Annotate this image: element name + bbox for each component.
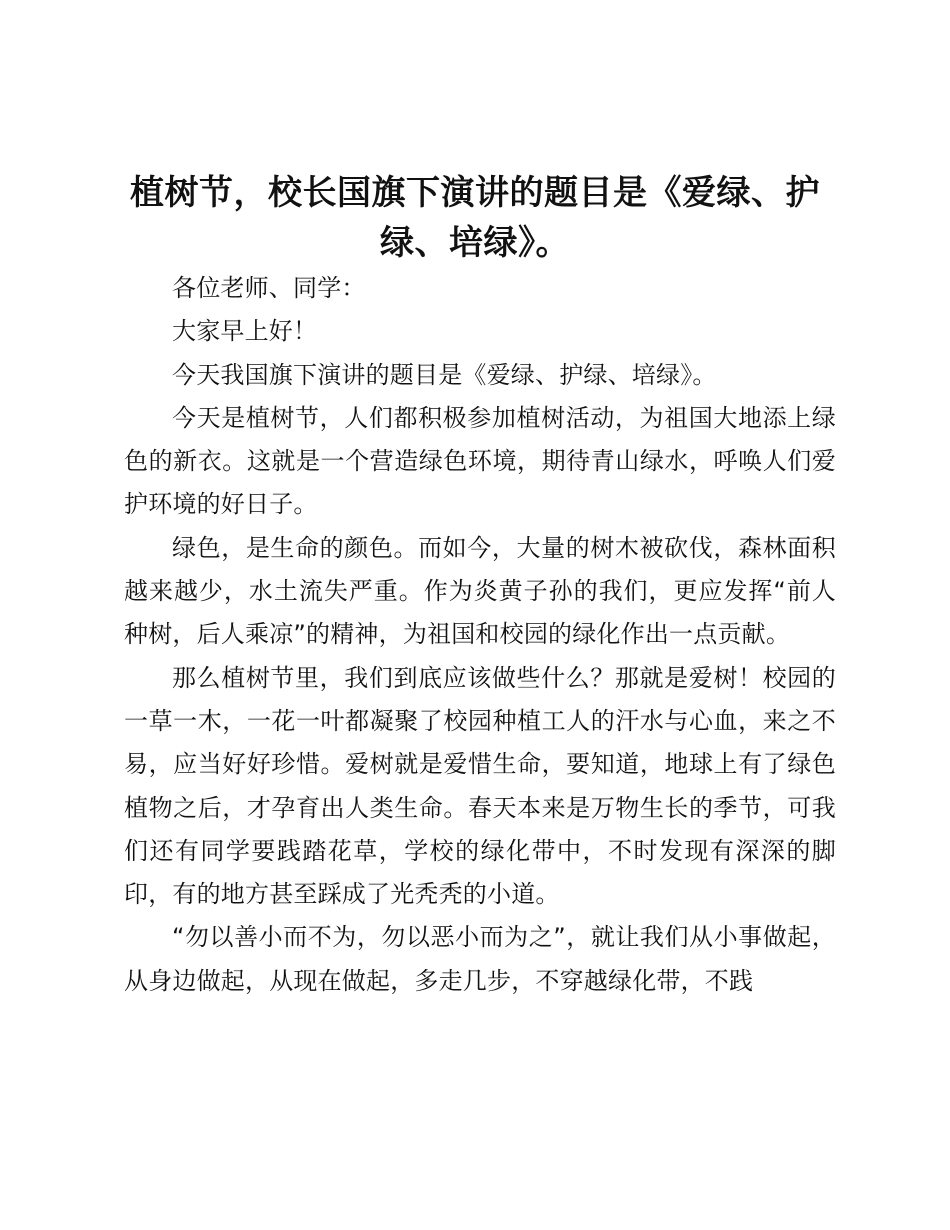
paragraph: 那么植树节里，我们到底应该做些什么？那就是爱树！校园的一草一木，一花一叶都凝聚了校园种植工人的汗水与心血，来之不易，应当好好珍惜。爱树就是爱惜生命，要知道，地球上有了绿色植物之后，才孕育出人类生命。春天本来是万物生长的季节，可我们还有同学要践踏花草，学校的绿化带中，不时发现有深深的脚印，有的地方甚至踩成了光秃秃的小道。	[124, 663, 836, 909]
paragraph: 今天我国旗下演讲的题目是《爱绿、护绿、培绿》。	[172, 360, 717, 389]
document-title: 植树节，校长国旗下演讲的题目是《爱绿、护绿、培绿》。	[130, 173, 820, 263]
document-body	[124, 267, 836, 1003]
paragraph: “勿以善小而不为，勿以恶小而为之”，就让我们从小事做起，从身边做起，从现在做起，多走几步，不穿越绿化带，不践	[124, 923, 836, 995]
paragraph: 绿色，是生命的颜色。而如今，大量的树木被砍伐，森林面积越来越少，水土流失严重。作为炎黄子孙的我们，更应发挥“前人种树，后人乘凉”的精神，为祖国和校园的绿化作出一点贡献。	[124, 533, 836, 649]
greeting: 大家早上好！	[172, 317, 318, 346]
paragraph: 今天是植树节，人们都积极参加植树活动，为祖国大地添上绿色的新衣。这就是一个营造绿色环境，期待青山绿水，呼唤人们爱护环境的好日子。	[124, 403, 836, 519]
salutation: 各位老师、同学：	[172, 274, 366, 302]
